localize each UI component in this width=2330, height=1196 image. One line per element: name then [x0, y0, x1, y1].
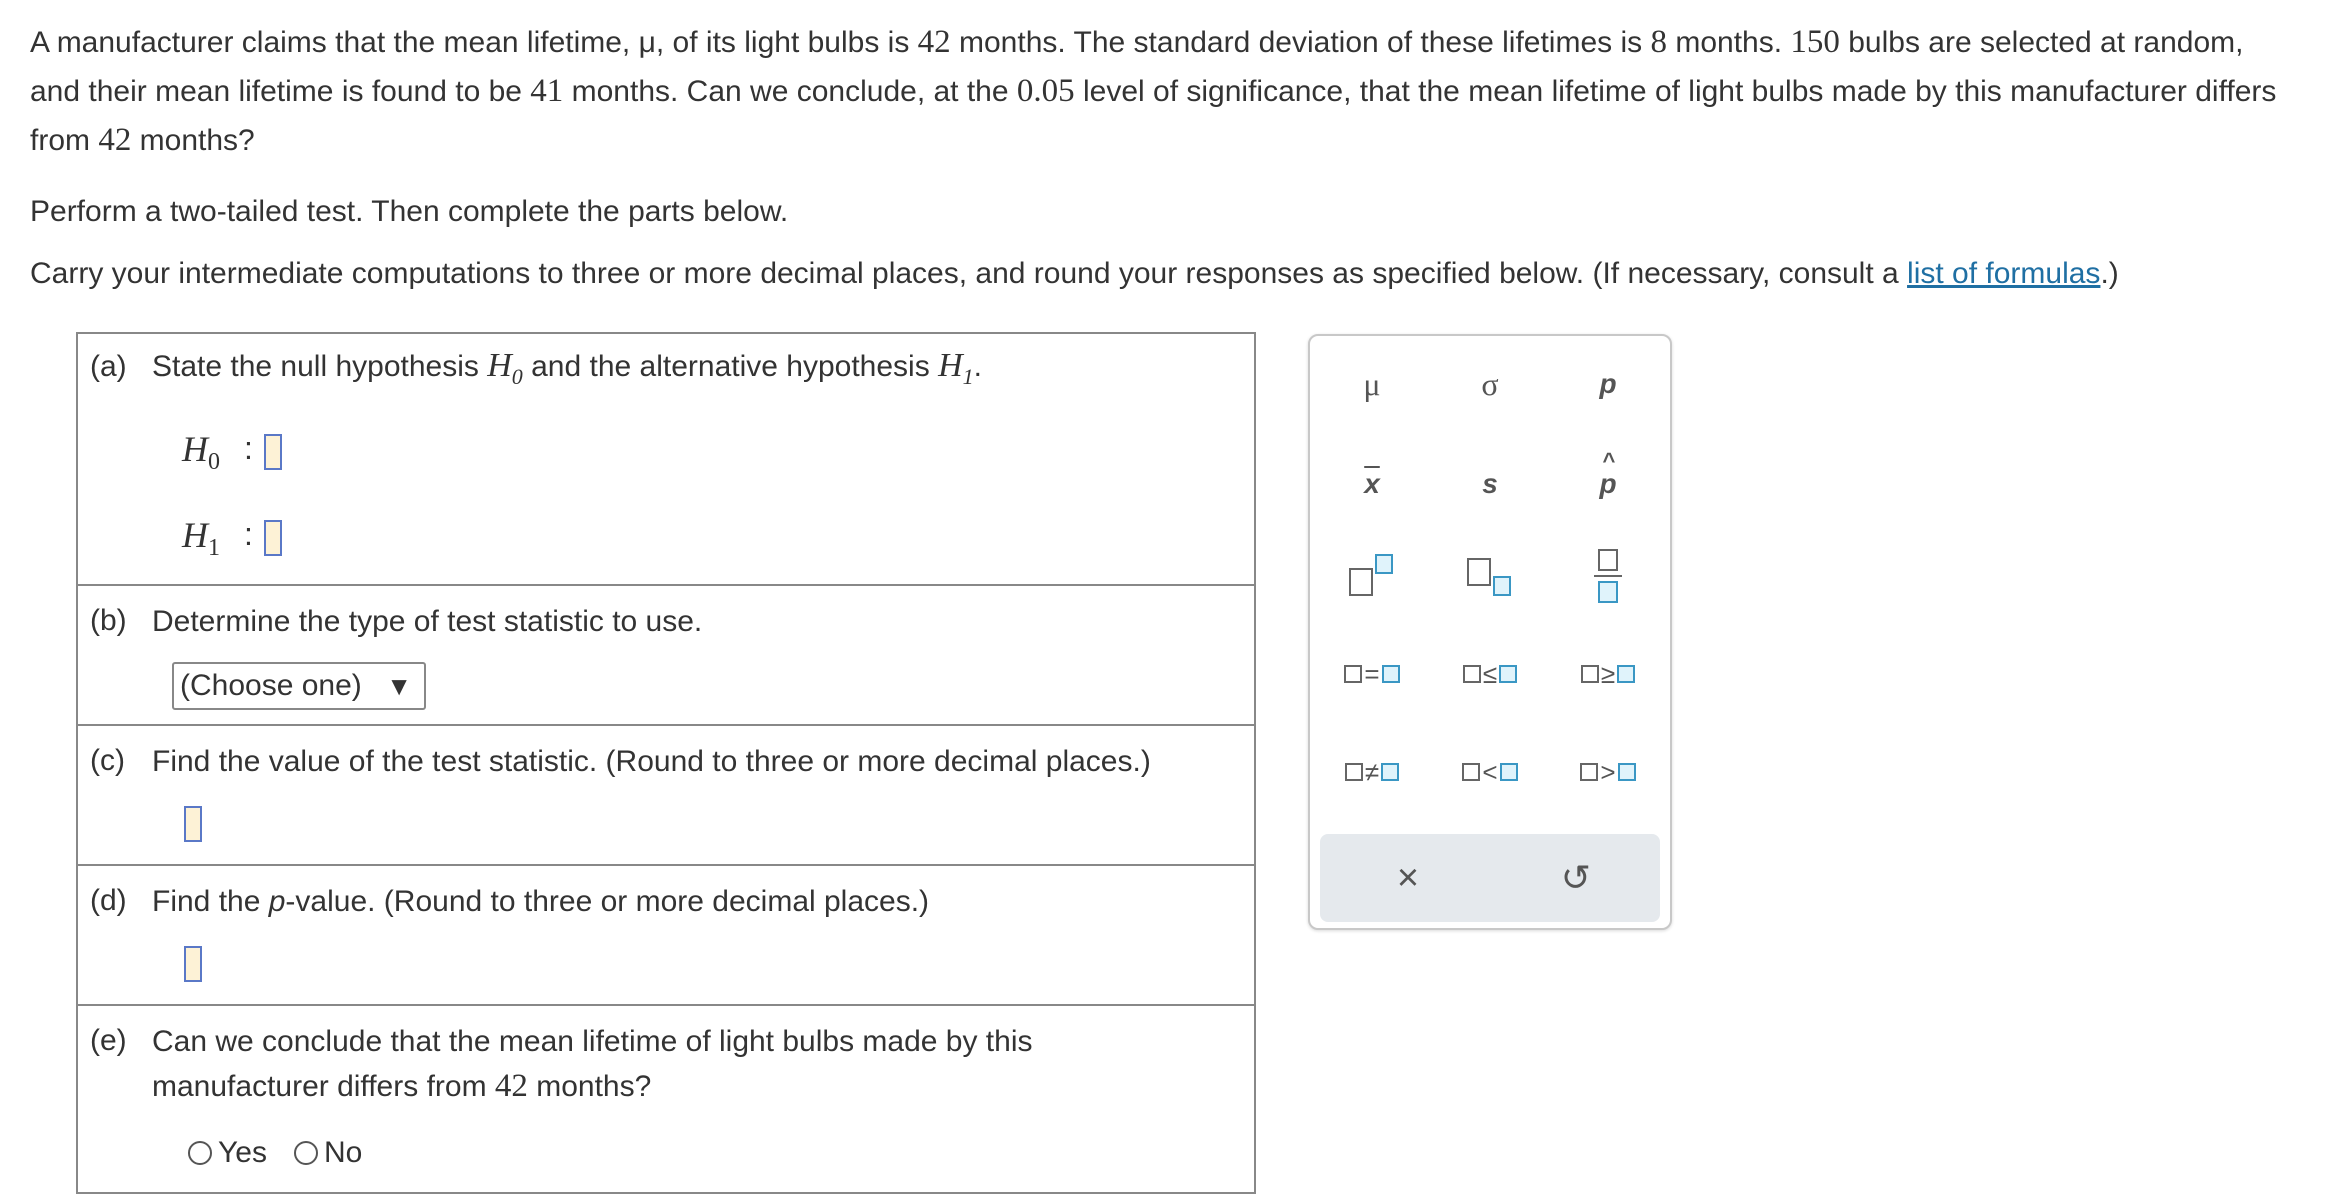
- subscript-icon: [1460, 551, 1520, 601]
- problem-paragraph: A manufacturer claims that the mean lifetime, μ, of its light bulbs is 42 months. The standard deviation of these lifetimes is 8 months. 150 bulbs are selected at random, and their mean lifetime is found to be 41 months. Can we conclude, at the 0.05 level of significance, that the mean lifetime of light bulbs made by this manufacturer differs from 42 months?: [30, 24, 2277, 158]
- phat-button[interactable]: ^ p: [1599, 448, 1617, 499]
- xbar-button[interactable]: $\overline{x}$: [1364, 468, 1380, 499]
- part-e-label: (e): [90, 1024, 127, 1057]
- problem-statement: [30, 18, 2300, 290]
- part-e-text: Can we conclude that the mean lifetime of light bulbs made by this manufacturer differs from 42 months?: [152, 1025, 1033, 1104]
- select-value: (Choose one): [180, 669, 362, 702]
- dropdown-arrow-icon: ▼: [386, 671, 412, 701]
- less-equal-button[interactable]: ≤: [1440, 644, 1540, 704]
- part-a: [78, 334, 1254, 584]
- p-value-answer-box[interactable]: [184, 946, 202, 982]
- part-c-text: Find the value of the test statistic. (Round to three or more decimal places.): [152, 745, 1151, 778]
- undo-icon: ↺: [1560, 857, 1592, 898]
- h1-colon: :: [244, 516, 253, 552]
- formulas-link[interactable]: list of formulas: [1907, 257, 2101, 290]
- left-box-icon: [1344, 665, 1362, 683]
- radio-no-circle[interactable]: [294, 1141, 318, 1165]
- radio-no-label: No: [324, 1136, 363, 1169]
- superscript-icon: [1342, 551, 1402, 601]
- greater-than-button[interactable]: >: [1558, 742, 1658, 802]
- left-box-icon: [1345, 763, 1363, 781]
- p-button[interactable]: p: [1599, 368, 1617, 399]
- s-button[interactable]: s: [1482, 468, 1498, 499]
- sigma-button[interactable]: σ: [1481, 365, 1499, 402]
- undo-button[interactable]: [1526, 848, 1626, 908]
- h0-answer-box[interactable]: [264, 434, 282, 470]
- subscript-button[interactable]: [1440, 546, 1540, 606]
- right-box-icon: [1618, 763, 1636, 781]
- left-box-icon: [1580, 763, 1598, 781]
- right-box-icon: [1381, 763, 1399, 781]
- part-b-text: Determine the type of test statistic to use.: [152, 605, 703, 638]
- right-box-icon: [1499, 665, 1517, 683]
- fraction-icon: [1588, 546, 1628, 606]
- h1-answer-box[interactable]: [264, 520, 282, 556]
- radio-no[interactable]: [294, 1136, 362, 1170]
- not-equal-button[interactable]: ≠: [1322, 742, 1422, 802]
- right-box-icon: [1500, 763, 1518, 781]
- part-a-text: State the null hypothesis $H_0$ and the alternative hypothesis $H_1$.: [152, 347, 982, 389]
- part-d-text: Find the p-value. (Round to three or more decimal places.): [152, 885, 930, 918]
- radio-yes[interactable]: [188, 1136, 267, 1170]
- instruction-two-tailed: Perform a two-tailed test. Then complete the parts below.: [30, 195, 789, 228]
- left-box-icon: [1463, 665, 1481, 683]
- test-statistic-select[interactable]: [172, 662, 426, 710]
- close-icon: ×: [1396, 856, 1420, 899]
- instruction-rounding: Carry your intermediate computations to three or more decimal places, and round your responses as specified below. (If necessary, consult a list of formulas.): [30, 257, 2119, 290]
- h0-label: $H_0$: [182, 429, 220, 476]
- equals-button[interactable]: =: [1322, 644, 1422, 704]
- radio-yes-label: Yes: [218, 1136, 267, 1169]
- right-box-icon: [1617, 665, 1635, 683]
- mu-button[interactable]: μ: [1363, 365, 1381, 402]
- clear-button[interactable]: [1358, 848, 1458, 908]
- part-e: [78, 1004, 1254, 1192]
- part-c-label: (c): [90, 744, 125, 777]
- h0-colon: :: [244, 430, 253, 466]
- superscript-button[interactable]: [1322, 546, 1422, 606]
- radio-yes-circle[interactable]: [188, 1141, 212, 1165]
- hat-icon: ^: [1602, 448, 1616, 473]
- test-statistic-answer-box[interactable]: [184, 806, 202, 842]
- right-box-icon: [1382, 665, 1400, 683]
- part-b-label: (b): [90, 604, 127, 637]
- part-a-label: (a): [90, 350, 127, 383]
- left-box-icon: [1462, 763, 1480, 781]
- part-d: [78, 864, 1254, 1004]
- left-box-icon: [1581, 665, 1599, 683]
- part-c: [78, 724, 1254, 864]
- part-b: [78, 584, 1254, 724]
- greater-equal-button[interactable]: ≥: [1558, 644, 1658, 704]
- math-palette: [1308, 334, 1672, 930]
- palette-actions: [1320, 834, 1660, 922]
- less-than-button[interactable]: <: [1440, 742, 1540, 802]
- h1-label: $H_1$: [182, 515, 220, 562]
- part-d-label: (d): [90, 884, 127, 917]
- question-parts: [76, 332, 1256, 1194]
- fraction-button[interactable]: [1558, 546, 1658, 606]
